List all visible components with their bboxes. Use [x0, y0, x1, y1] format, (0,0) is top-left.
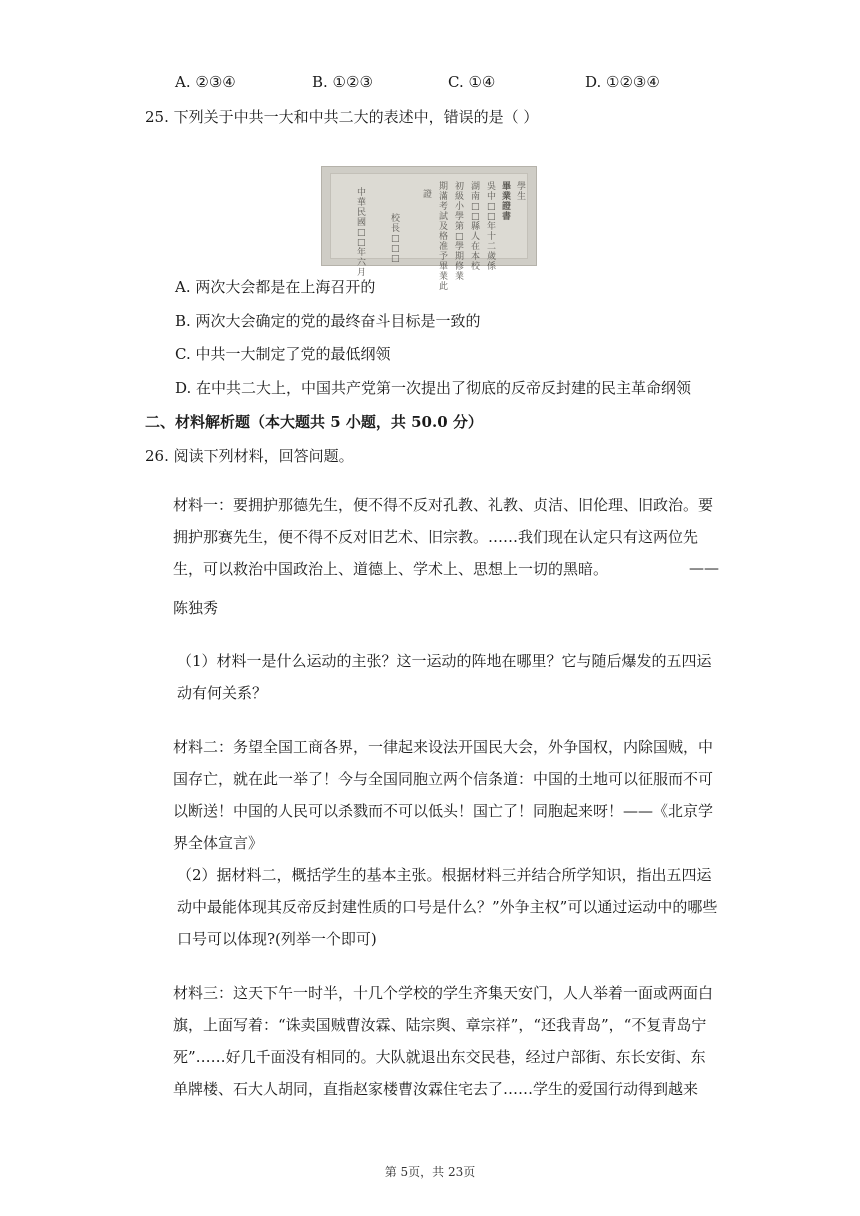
q25-option-c: C. 中共一大制定了党的最低纲领 [175, 345, 391, 363]
diploma-title: 畢業證書 [502, 182, 512, 222]
q25-option-b: B. 两次大会确定的党的最终奋斗目标是一致的 [175, 312, 481, 330]
q24-option-d: D. ①②③④ [585, 73, 660, 91]
q25-option-a: A. 两次大会都是在上海召开的 [175, 278, 376, 296]
q25-option-d: D. 在中共二大上，中国共产党第一次提出了彻底的反帝反封建的民主革命纲领 [175, 379, 692, 397]
material-one: 材料一：要拥护那德先生，便不得不反对孔教、礼教、贞洁、旧伦理、旧政治。要拥护那赛先生，便不得不反对旧艺术、旧宗教。……我们现在认定只有这两位先生，可以救治中国政治上、道德上、学术上、思想上一切的黑暗。 [173, 496, 714, 578]
diploma-image: 畢業證書 學生 吳中□□年十二歲係 湖南□□縣人在本校 初級小學第□學期修業 期滿考試及格准予畢業此 證 校長□□□ 中華民國□□年六月 [321, 166, 537, 266]
q25-stem: 25. 下列关于中共一大和中共二大的表述中，错误的是（ ） [145, 108, 539, 126]
material-one-dash: —— [689, 559, 719, 577]
q24-option-c: C. ①④ [448, 73, 496, 91]
sub-question-2: （2）据材料二，概括学生的基本主张。根据材料三并结合所学知识，指出五四运动中最能体现其反帝反封建性质的口号是什么？”外争主权”可以通过运动中的哪些口号可以体现?(列举一个即可) [177, 866, 718, 948]
q24-options [0, 73, 860, 93]
material-one-author: 陈独秀 [173, 599, 219, 617]
q24-option-b: B. ①②③ [312, 73, 373, 91]
material-two: 材料二：务望全国工商各界，一律起来设法开国民大会，外争国权，内除国贼，中国存亡，就在此一举了！今与全国同胞立两个信条道：中国的土地可以征服而不可以断送！中国的人民可以杀戮而不可以低头！国亡了！同胞起来呀！——《北京学界全体宣言》 [173, 738, 714, 852]
q24-option-a: A. ②③④ [175, 73, 236, 91]
q26-stem: 26. 阅读下列材料，回答问题。 [145, 447, 354, 465]
section-heading: 二、材料解析题（本大题共 5 小题，共 50.0 分） [145, 413, 483, 431]
sub-question-1: （1）材料一是什么运动的主张？这一运动的阵地在哪里？它与随后爆发的五四运动有何关系？ [177, 652, 712, 702]
page-footer: 第 5页，共 23页 [384, 1165, 476, 1179]
material-three: 材料三：这天下午一时半，十几个学校的学生齐集天安门，人人举着一面或两面白旗，上面写着：“诛卖国贼曹汝霖、陆宗舆、章宗祥”，“还我青岛”，“不复青岛宁死”……好几千面没有相同的。大队就退出东交民巷，经过户部街、东长安街、东单牌楼、石大人胡同，直指赵家楼曹汝霖住宅去了……学生的爱国行动得到越来 [173, 984, 714, 1098]
